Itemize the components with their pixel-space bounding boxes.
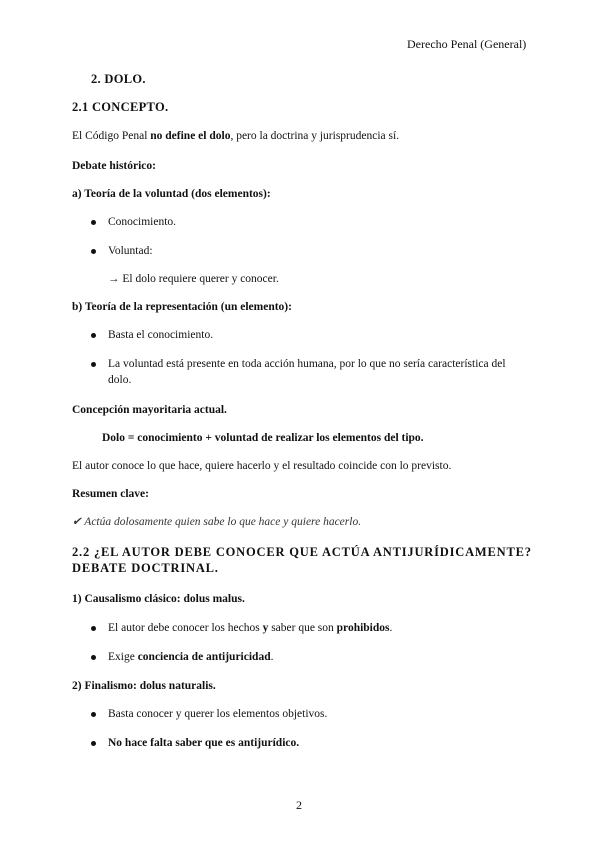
subsection-title-concepto: 2.1 CONCEPTO. <box>72 100 169 114</box>
causal-bullet-2-a: Exige <box>108 651 138 663</box>
section-title: 2. DOLO. <box>91 72 146 86</box>
finalism-bullet-2: No hace falta saber que es antijurídico. <box>108 737 300 749</box>
causal-bullet-1-c: saber que son <box>268 622 337 634</box>
paragraph-definition-c: , pero la doctrina y jurisprudencia sí. <box>230 130 400 142</box>
causal-heading: 1) Causalismo clásico: dolus malus. <box>72 593 245 605</box>
bullet-icon <box>91 741 96 746</box>
bullet-icon <box>91 712 96 717</box>
causal-bullet-1-e: . <box>389 622 393 634</box>
bullet-icon <box>91 655 96 660</box>
paragraph-author: El autor conoce lo que hace, quiere hacerlo y el resultado coincide con lo previsto. <box>72 460 452 472</box>
causal-bullet-2-b: conciencia de antijuricidad <box>137 651 271 663</box>
theory-a-bullet-2: Voluntad: <box>108 245 153 257</box>
causal-bullet-2 <box>108 650 273 664</box>
bullet-icon <box>91 362 96 367</box>
theory-b-bullet-2-line1: La voluntad está presente en toda acción humana, por lo que no sería característica del <box>108 358 506 370</box>
bullet-icon <box>91 220 96 225</box>
formula: Dolo = conocimiento + voluntad de realizar los elementos del tipo. <box>102 432 424 444</box>
paragraph-definition <box>72 129 399 143</box>
theory-a-arrow-line: → El dolo requiere querer y conocer. <box>108 273 279 285</box>
causal-bullet-1 <box>108 621 392 635</box>
finalism-heading: 2) Finalismo: dolus naturalis. <box>72 680 216 692</box>
bullet-icon <box>91 249 96 254</box>
bullet-icon <box>91 626 96 631</box>
causal-bullet-1-a: El autor debe conocer los hechos <box>108 622 263 634</box>
majority-heading: Concepción mayoritaria actual. <box>72 404 227 416</box>
causal-bullet-1-d: prohibidos <box>336 622 390 634</box>
paragraph-definition-b: no define el dolo <box>150 130 231 142</box>
debate-heading: Debate histórico: <box>72 160 156 172</box>
summary-text: ✔ Actúa dolosamente quien sabe lo que hace y quiere hacerlo. <box>72 516 362 528</box>
theory-b-heading: b) Teoría de la representación (un elemento): <box>72 301 292 313</box>
theory-b-bullet-1: Basta el conocimiento. <box>108 329 214 341</box>
causal-bullet-2-c: . <box>270 651 274 663</box>
finalism-bullet-1: Basta conocer y querer los elementos objetivos. <box>108 708 328 720</box>
theory-a-heading: a) Teoría de la voluntad (dos elementos): <box>72 188 271 200</box>
subsection-title-debate-line2: DEBATE DOCTRINAL. <box>72 561 219 575</box>
causal-bullet-1-b: y <box>262 622 269 634</box>
theory-a-bullet-1: Conocimiento. <box>108 216 177 228</box>
theory-b-bullet-2-line2: dolo. <box>108 374 132 386</box>
paragraph-definition-a: El Código Penal <box>72 130 151 142</box>
page-number: 2 <box>296 798 302 812</box>
summary-heading: Resumen clave: <box>72 488 149 500</box>
bullet-icon <box>91 333 96 338</box>
page-header: Derecho Penal (General) <box>407 37 527 51</box>
subsection-title-debate-line1: 2.2 ¿EL AUTOR DEBE CONOCER QUE ACTÚA ANTIJURÍDICAMENTE? <box>72 545 532 559</box>
